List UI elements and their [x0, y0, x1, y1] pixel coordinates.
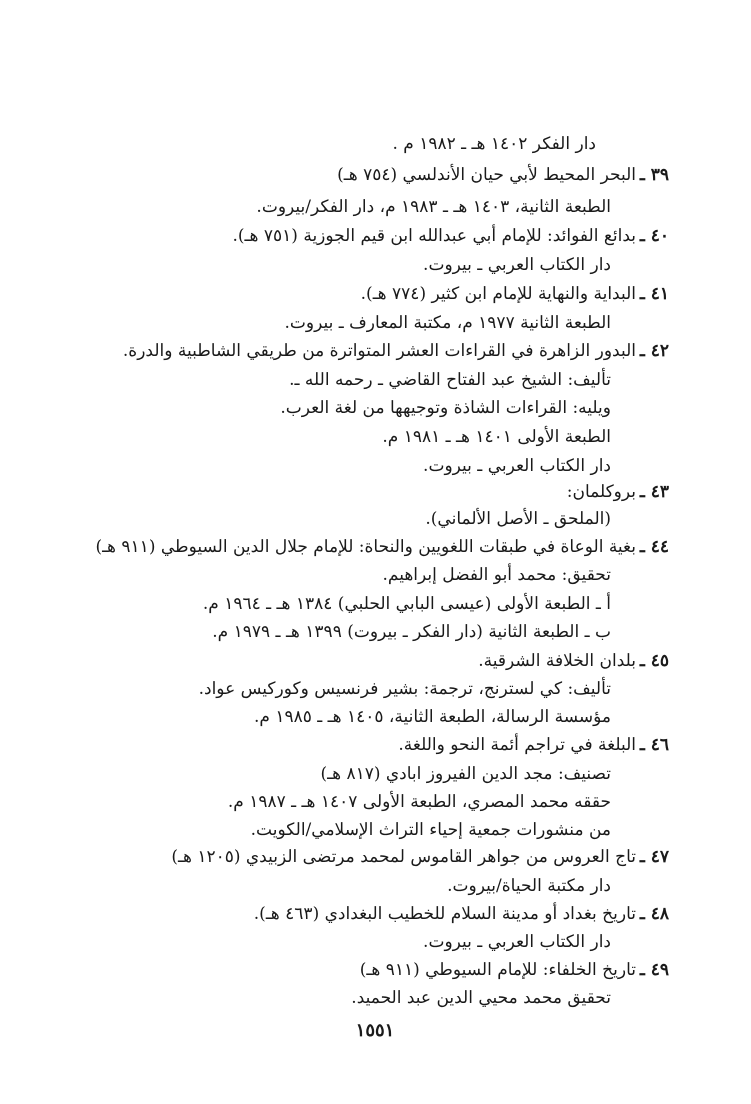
entry-detail-line: دار الفكر ١٤٠٢ هـ ـ ١٩٨٢ م . [392, 134, 596, 154]
entry-title-line: بلدان الخلافة الشرقية. [478, 651, 636, 671]
entry-title-line: البحر المحيط لأبي حيان الأندلسي (٧٥٤ هـ) [337, 165, 636, 185]
entry-title-line: البدور الزاهرة في القراءات العشر المتواترة من طريقي الشاطبية والدرة. [122, 341, 636, 361]
entry-number: ٤٣ ـ [639, 482, 669, 502]
entry-title-line: بروكلمان: [566, 482, 636, 502]
entry-detail-line: دار الكتاب العربي ـ بيروت. [423, 255, 611, 275]
entry-detail-line: الطبعة الثانية ١٩٧٧ م، مكتبة المعارف ـ بيروت. [284, 313, 611, 333]
entry-number: ٤٦ ـ [639, 735, 669, 755]
entry-number: ٤٨ ـ [639, 904, 669, 924]
entry-title-line: تاج العروس من جواهر القاموس لمحمد مرتضى الزبيدي (١٢٠٥ هـ) [171, 847, 636, 867]
entry-number: ٤٤ ـ [639, 537, 669, 557]
entry-detail-line: دار مكتبة الحياة/بيروت. [447, 876, 611, 896]
entry-detail-line: دار الكتاب العربي ـ بيروت. [423, 456, 611, 476]
entry-detail-line: من منشورات جمعية إحياء التراث الإسلامي/الكويت. [250, 820, 611, 840]
entry-detail-line: أ ـ الطبعة الأولى (عيسى البابي الحلبي) ١٣٨٤ هـ ـ ١٩٦٤ م. [202, 594, 611, 614]
entry-detail-line: مؤسسة الرسالة، الطبعة الثانية، ١٤٠٥ هـ ـ ١٩٨٥ م. [253, 707, 611, 727]
entry-title-line: البداية والنهاية للإمام ابن كثير (٧٧٤ هـ). [360, 284, 636, 304]
entry-number: ٤٧ ـ [639, 847, 669, 867]
entry-detail-line: (الملحق ـ الأصل الألماني). [425, 509, 611, 529]
entry-detail-line: حققه محمد المصري، الطبعة الأولى ١٤٠٧ هـ ـ ١٩٨٧ م. [227, 792, 611, 812]
entry-number: ٤٥ ـ [639, 651, 669, 671]
entry-detail-line: الطبعة الثانية، ١٤٠٣ هـ ـ ١٩٨٣ م، دار الفكر/بيروت. [256, 197, 611, 217]
entry-title-line: البلغة في تراجم أئمة النحو واللغة. [398, 735, 636, 755]
entry-title-line: تاريخ بغداد أو مدينة السلام للخطيب البغدادي (٤٦٣ هـ). [253, 904, 636, 924]
entry-detail-line: تأليف: كي لسترنج، ترجمة: بشير فرنسيس وكوركيس عواد. [198, 679, 611, 699]
entry-title-line: تاريخ الخلفاء: للإمام السيوطي (٩١١ هـ) [359, 960, 636, 980]
page-number: ١٥٥١ [355, 1020, 395, 1041]
entry-title-line: بغية الوعاة في طبقات اللغويين والنحاة: للإمام جلال الدين السيوطي (٩١١ هـ) [95, 537, 636, 557]
entry-detail-line: ويليه: القراءات الشاذة وتوجيهها من لغة العرب. [280, 398, 611, 418]
entry-detail-line: دار الكتاب العربي ـ بيروت. [423, 932, 611, 952]
entry-detail-line: تأليف: الشيخ عبد الفتاح القاضي ـ رحمه الله ـ. [289, 370, 611, 390]
entry-title-line: بدائع الفوائد: للإمام أبي عبدالله ابن قيم الجوزية (٧٥١ هـ). [232, 226, 636, 246]
entry-number: ٣٩ ـ [639, 165, 669, 185]
entry-detail-line: ب ـ الطبعة الثانية (دار الفكر ـ بيروت) ١٣٩٩ هـ ـ ١٩٧٩ م. [212, 622, 611, 642]
entry-detail-line: تحقيق محمد محيي الدين عبد الحميد. [351, 988, 611, 1008]
entry-detail-line: تحقيق: محمد أبو الفضل إبراهيم. [382, 565, 611, 585]
entry-number: ٤٢ ـ [639, 341, 669, 361]
entry-number: ٤٩ ـ [639, 960, 669, 980]
entry-number: ٤١ ـ [639, 284, 669, 304]
entry-detail-line: الطبعة الأولى ١٤٠١ هـ ـ ١٩٨١ م. [382, 427, 611, 447]
entry-number: ٤٠ ـ [639, 226, 669, 246]
entry-detail-line: تصنيف: مجد الدين الفيروز ابادي (٨١٧ هـ) [320, 764, 611, 784]
